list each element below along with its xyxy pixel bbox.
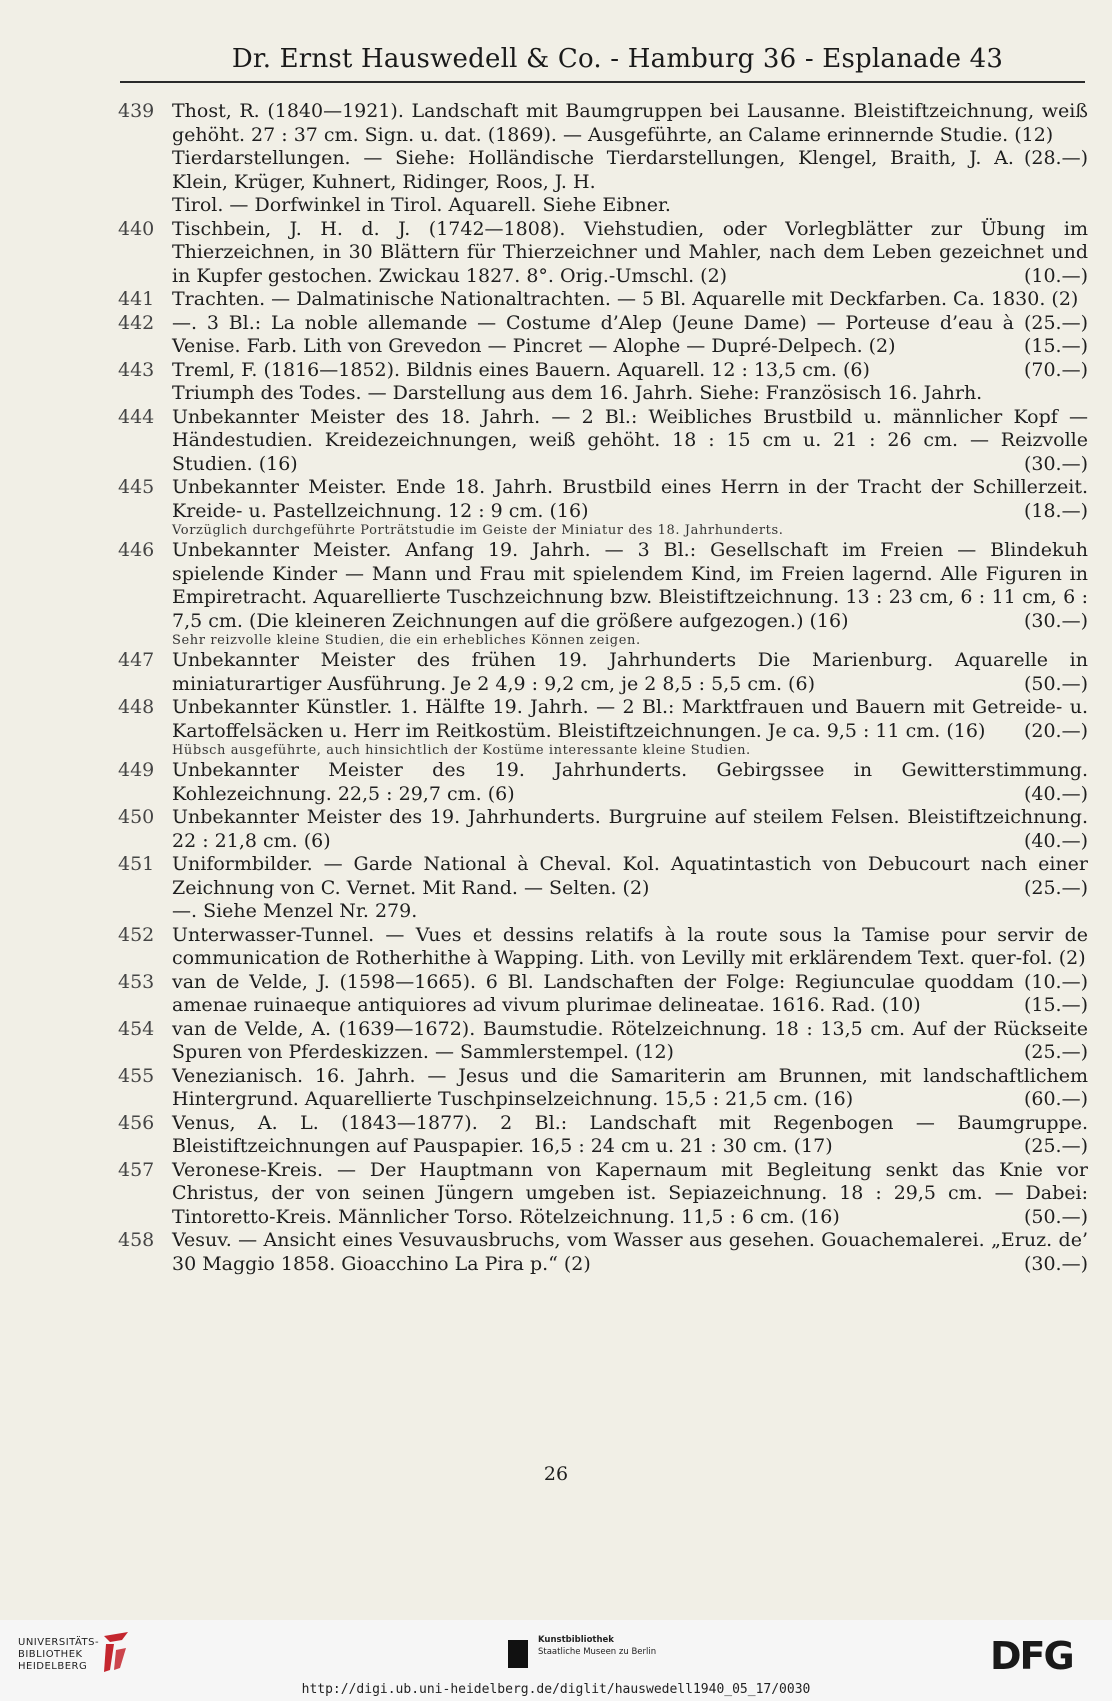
lot-price: (40.—)	[1023, 829, 1088, 852]
lot-price: (30.—)	[1023, 1252, 1088, 1275]
lot-price: (25.—)	[1023, 1041, 1088, 1063]
lot-number: 440	[118, 217, 155, 240]
entry-text: Vesuv. — Ansicht eines Vesuvausbruchs, vom Wasser aus gesehen. Gouachemalerei. „Eruz. de’ 30 Maggio 1858. Gioacchino La Pira p.“ (2)	[172, 1229, 1088, 1275]
lot-number: 455	[118, 1064, 155, 1087]
entry-text: Venus, A. L. (1843—1877). 2 Bl.: Landschaft mit Regenbogen — Baumgruppe. Bleistiftzeichnungen auf Pauspapier. 16,5 : 24 cm u. 21 : 30 cm. (17)	[172, 1111, 1088, 1157]
logo-line: HEIDELBERG	[18, 1661, 88, 1672]
entry-text: Unbekannter Meister des 19. Jahrhunderts. Burgruine auf steilem Felsen. Bleistiftzeichnung. 22 : 21,8 cm. (6)	[172, 806, 1088, 852]
entry-text: Veronese-Kreis. — Der Hauptmann von Kapernaum mit Begleitung senkt das Knie vor Christus, der von seinen Jüngern umgeben ist. Sepiazeichnung. 18 : 29,5 cm. — Dabei: Tintoretto-Kreis. Männlicher Torso. Rötelzeichnung. 11,5 : 6 cm. (16)	[172, 1158, 1088, 1228]
entry-note: Hübsch ausgeführte, auch hinsichtlich der Kostüme interessante kleine Studien.	[172, 743, 751, 758]
catalog-entry	[118, 359, 1088, 383]
lot-number: 447	[118, 649, 155, 671]
header-rule	[120, 81, 1085, 83]
lot-price: (18.—)	[1023, 499, 1088, 522]
lot-number: 451	[118, 853, 155, 875]
entry-text: Trachten. — Dalmatinische Nationaltrachten. — 5 Bl. Aquarelle mit Deckfarben. Ca. 1830. (2)	[172, 288, 1079, 310]
entry-text: Unbekannter Meister. Anfang 19. Jahrh. — 3 Bl.: Gesellschaft im Freien — Blindekuh spielende Kinder — Mann und Frau mit spielendem Kind, im Freien lagernd. Alle Figuren in Empiretracht. Aquarellierte Tuschzeichnung bzw. Bleistiftzeichnung. 13 : 23 cm, 6 : 11 cm, 6 : 7,5 cm. (Die kleineren Zeichnungen auf die größere aufgezogen.) (16)	[172, 539, 1088, 632]
entry-note: Sehr reizvolle kleine Studien, die ein erhebliches Können zeigen.	[172, 633, 641, 648]
lot-price: (10.—)	[1023, 264, 1088, 287]
catalog-entry	[118, 218, 1088, 289]
catalog-entry	[118, 147, 1088, 194]
lot-number: 449	[118, 759, 155, 781]
catalog-entries	[118, 100, 1088, 1276]
entry-text: Uniformbilder. — Garde National à Cheval. Kol. Aquatintastich von Debucourt nach einer Zeichnung von C. Vernet. Mit Rand. — Selten. (2)	[172, 853, 1088, 899]
digitization-footer	[0, 1620, 1112, 1701]
catalog-entry	[118, 971, 1088, 1018]
entry-text: Tierdarstellungen. — Siehe: Holländische Tierdarstellungen, Klengel, Braith, J. A. Klein, Krüger, Kuhnert, Ridinger, Roos, J. H.	[172, 147, 1014, 193]
lot-number: 439	[118, 100, 155, 122]
lot-price: (30.—)	[1023, 609, 1088, 632]
running-head: Dr. Ernst Hauswedell & Co. - Hamburg 36 - Esplanade 43	[231, 44, 1004, 74]
page-number: 26	[543, 1463, 569, 1485]
permalink-url[interactable]: http://digi.ub.uni-heidelberg.de/diglit/hauswedell1940_05_17/0030	[301, 1682, 811, 1697]
catalog-entry	[118, 1229, 1088, 1276]
catalog-entry	[118, 900, 1088, 924]
lot-number: 454	[118, 1017, 155, 1040]
lot-price: (50.—)	[1023, 672, 1088, 695]
lot-price: (40.—)	[1023, 782, 1088, 805]
kb-subtitle: Staatliche Museen zu Berlin	[538, 1647, 657, 1657]
lot-number: 457	[118, 1158, 155, 1181]
catalog-entry	[118, 696, 1088, 759]
entry-text: Unbekannter Künstler. 1. Hälfte 19. Jahrh. — 2 Bl.: Marktfrauen und Bauern mit Getreide- u. Kartoffelsäcken u. Herr im Reitkostüm. Bleistiftzeichnungen. Je ca. 9,5 : 11 cm. (16)	[172, 696, 1088, 742]
entry-text: Tirol. — Dorfwinkel in Tirol. Aquarell. Siehe Eibner.	[172, 194, 671, 216]
catalog-entry	[118, 853, 1088, 900]
dfg-logo: DFG	[990, 1634, 1073, 1678]
entry-text: Treml, F. (1816—1852). Bildnis eines Bauern. Aquarell. 12 : 13,5 cm. (6)	[172, 358, 870, 381]
lot-price: (15.—)	[1023, 994, 1088, 1016]
entry-text: Unbekannter Meister des frühen 19. Jahrhunderts Die Marienburg. Aquarelle in miniaturartiger Ausführung. Je 2 4,9 : 9,2 cm, je 2 8,5 : 5,5 cm. (6)	[172, 649, 1088, 695]
catalog-entry	[118, 1112, 1088, 1159]
lot-price: (25.—)	[1023, 311, 1088, 334]
catalog-entry	[118, 1159, 1088, 1230]
catalog-entry	[118, 1018, 1088, 1065]
catalog-entry	[118, 406, 1088, 477]
catalog-entry	[118, 806, 1088, 853]
entry-text: Tischbein, J. H. d. J. (1742—1808). Viehstudien, oder Vorlegblätter zur Übung im Thierzeichnen, in 30 Blättern für Thierzeichner und Mahler, nach dem Leben gezeichnet und in Kupfer gestochen. Zwickau 1827. 8°. Orig.-Umschl. (2)	[172, 217, 1088, 287]
entry-text: Triumph des Todes. — Darstellung aus dem 16. Jahrh. Siehe: Französisch 16. Jahrh.	[172, 382, 983, 404]
catalog-entry	[118, 100, 1088, 169]
lot-number: 442	[118, 311, 155, 334]
lot-number: 453	[118, 970, 155, 993]
entry-text: Unbekannter Meister des 19. Jahrhunderts. Gebirgssee in Gewitterstimmung. Kohlezeichnung. 22,5 : 29,7 cm. (6)	[172, 759, 1088, 805]
lot-price: (60.—)	[1023, 1088, 1088, 1110]
lot-number: 450	[118, 806, 155, 828]
lot-price: (25.—)	[1023, 1135, 1088, 1157]
catalog-entry	[118, 759, 1088, 806]
entry-text: —. 3 Bl.: La noble allemande — Costume d’Alep (Jeune Dame) — Porteuse d’eau à Venise. Farb. Lith von Grevedon — Pincret — Alophe — Dupré-Delpech. (2)	[172, 311, 1014, 357]
lot-number: 445	[118, 476, 155, 498]
lot-price: (28.—)	[1023, 147, 1088, 169]
catalog-entry	[118, 312, 1088, 359]
entry-note: Vorzüglich durchgeführte Porträtstudie im Geiste der Miniatur des 18. Jahrhunderts.	[172, 523, 784, 538]
lot-price: (25.—)	[1023, 876, 1088, 899]
lot-number: 444	[118, 405, 155, 428]
catalog-entry	[118, 194, 1088, 218]
heidelberg-mark-icon	[100, 1630, 132, 1674]
entry-text: Unbekannter Meister des 18. Jahrh. — 2 Bl.: Weibliches Brustbild u. männlicher Kopf — Händestudien. Kreidezeichnungen, weiß gehöht. 18 : 15 cm u. 21 : 26 cm. — Reizvolle Studien. (16)	[172, 405, 1088, 475]
entry-text: Venezianisch. 16. Jahrh. — Jesus und die Samariterin am Brunnen, mit landschaftlichem Hintergrund. Aquarellierte Tuschpinselzeichnung. 15,5 : 21,5 cm. (16)	[172, 1064, 1088, 1110]
lot-number: 446	[118, 539, 155, 561]
lot-price: (30.—)	[1023, 452, 1088, 475]
lot-number: 448	[118, 696, 155, 718]
kunstbibliothek-logo	[508, 1634, 668, 1674]
lot-price: (15.—)	[1023, 335, 1088, 357]
catalog-entry	[118, 539, 1088, 649]
catalog-entry	[118, 1065, 1088, 1112]
entry-text: Unbekannter Meister. Ende 18. Jahrh. Brustbild eines Herrn in der Tracht der Schillerzeit. Kreide- u. Pastellzeichnung. 12 : 9 cm. (16)	[172, 476, 1088, 522]
lot-number: 458	[118, 1229, 155, 1251]
catalog-entry	[118, 649, 1088, 696]
logo-line: UNIVERSITÄTS-	[18, 1637, 100, 1648]
logo-line: BIBLIOTHEK	[18, 1649, 83, 1660]
entry-text: van de Velde, J. (1598—1665). 6 Bl. Landschaften der Folge: Regiunculae quoddam amenae ruinaeque antiquiores ad vivum plurimae delineatae. 1616. Rad. (10)	[172, 970, 1014, 1016]
lot-number: 441	[118, 288, 155, 310]
lot-number: 452	[118, 923, 155, 946]
catalog-entry	[118, 382, 1088, 406]
entry-text: van de Velde, A. (1639—1672). Baumstudie. Rötelzeichnung. 18 : 13,5 cm. Auf der Rückseite Spuren von Pferdeskizzen. — Sammlerstempel. (12)	[172, 1017, 1088, 1063]
catalog-entry	[118, 476, 1088, 539]
kunstbibliothek-square-icon	[508, 1640, 528, 1668]
lot-price: (50.—)	[1023, 1205, 1088, 1228]
entry-text: Thost, R. (1840—1921). Landschaft mit Baumgruppen bei Lausanne. Bleistiftzeichnung, weiß gehöht. 27 : 37 cm. Sign. u. dat. (1869). — Ausgeführte, an Calame erinnernde Studie. (12)	[172, 100, 1088, 146]
lot-price: (20.—)	[1023, 719, 1088, 742]
lot-price: (70.—)	[1023, 358, 1088, 381]
entry-text: —. Siehe Menzel Nr. 279.	[172, 900, 418, 922]
lot-number: 456	[118, 1111, 155, 1134]
lot-number: 443	[118, 358, 155, 381]
entry-text: Unterwasser-Tunnel. — Vues et dessins relatifs à la route sous la Tamise pour servir de communication de Rotherhithe à Wapping. Lith. von Levilly mit erklärendem Text. quer-fol. (2)	[172, 923, 1088, 969]
kb-title: Kunstbibliothek	[538, 1635, 614, 1645]
lot-price: (10.—)	[1023, 970, 1088, 993]
